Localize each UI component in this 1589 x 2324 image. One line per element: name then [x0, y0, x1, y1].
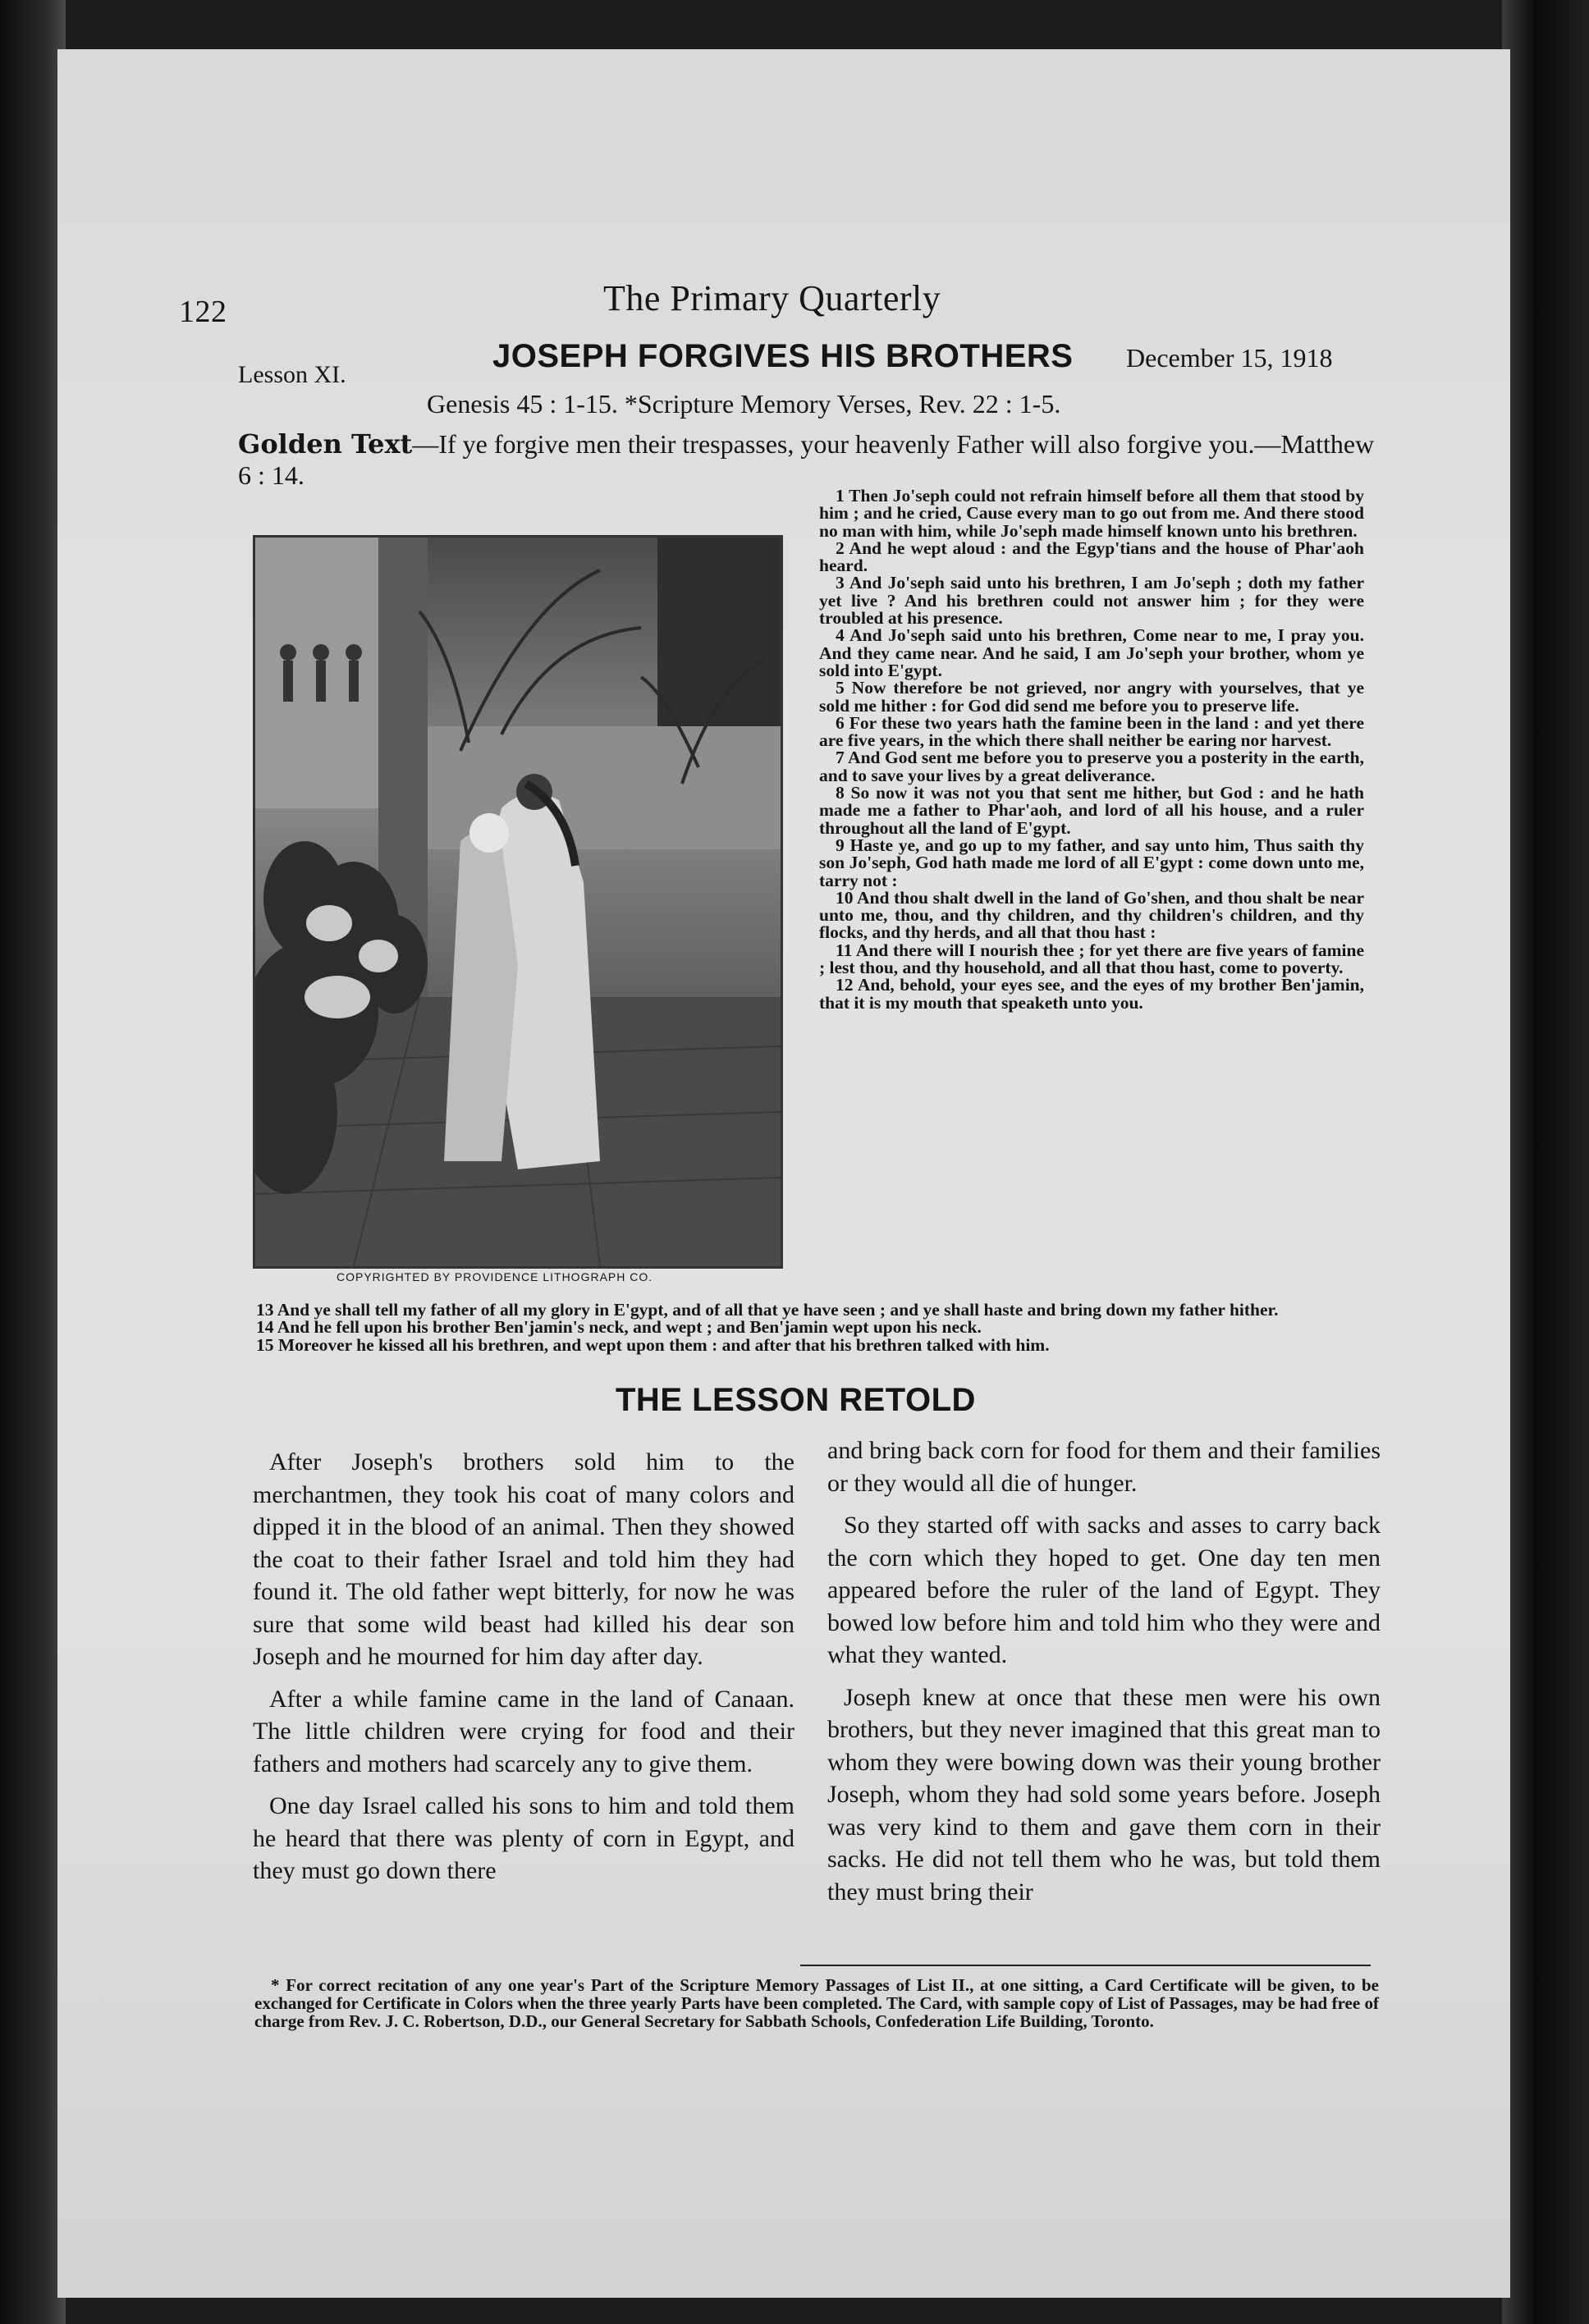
scripture-reference: Genesis 45 : 1-15. *Scripture Memory Verses, Rev. 22 : 1-5.: [427, 389, 1061, 419]
illustration-picture: [255, 538, 781, 1266]
verse: 14 And he fell upon his brother Ben'jamin's neck, and wept ; and Ben'jamin wept upon his neck.: [256, 1317, 982, 1338]
retold-column-right: [827, 1434, 1381, 1918]
verse: 13 And ye shall tell my father of all my glory in E'gypt, and of all that ye have seen ; and ye shall haste and bring down my father hither.: [256, 1300, 1279, 1320]
running-title: The Primary Quarterly: [603, 278, 941, 318]
scripture-verses: [819, 487, 1364, 1012]
footnote: [254, 1976, 1379, 2030]
paragraph: One day Israel called his sons to him and told them he heard that there was plenty of corn in Egypt, and they must go down there: [253, 1792, 794, 1884]
verse: 9 Haste ye, and go up to my father, and say unto him, Thus saith thy son Jo'seph, God hath made me lord of all E'gypt : come down unto me, tarry not :: [819, 835, 1364, 890]
retold-column-left: [253, 1446, 794, 1897]
verse: 3 And Jo'seph said unto his brethren, I am Jo'seph ; doth my father yet live ? And his brethren could not answer him ; for they were troubled at his presence.: [819, 573, 1364, 629]
lesson-illustration: [253, 535, 783, 1269]
verse: 7 And God sent me before you to preserve you a posterity in the earth, and to save your lives by a great deliverance.: [819, 748, 1364, 785]
footnote-divider: [800, 1965, 1371, 1966]
golden-text-body: —If ye forgive men their trespasses, your heavenly Father will also forgive you.—Matthew 6 : 14.: [238, 429, 1375, 490]
verse: 4 And Jo'seph said unto his brethren, Come near to me, I pray you. And they came near. And he said, I am Jo'seph your brother, whom ye sold into E'gypt.: [819, 625, 1364, 680]
lesson-label: Lesson XI.: [238, 361, 346, 388]
golden-text-label: Golden Text: [238, 428, 413, 460]
verse: 12 And, behold, your eyes see, and the eyes of my brother Ben'jamin, that it is my mouth that speaketh unto you.: [819, 975, 1364, 1013]
paragraph: Joseph knew at once that these men were his own brothers, but they never imagined that this great man to whom they were bowing down was their young brother Joseph, whom they had sold some years before. Joseph was very kind to them and gave them corn in their sacks. He did not tell them who he was, but told them they must bring their: [827, 1683, 1381, 1905]
paragraph: After Joseph's brothers sold him to the merchantmen, they took his coat of many colors and dipped it in the blood of an animal. Then they showed the coat to their father Israel and told him they had found it. The old father wept bitterly, for now he was sure that some wild beast had killed his dear son Joseph and he mourned for him day after day.: [253, 1448, 794, 1670]
binding-shadow-left: [0, 0, 66, 2324]
lesson-title: JOSEPH FORGIVES HIS BROTHERS: [492, 338, 1074, 374]
verse: 10 And thou shalt dwell in the land of Go'shen, and thou shalt be near unto me, thou, and thy children, and thy children's children, and thy flocks, and thy herds, and all that thou hast :: [819, 887, 1364, 943]
verse: 5 Now therefore be not grieved, nor angry with yourselves, that ye sold me hither : for God did send me before you to preserve life.: [819, 678, 1364, 716]
paragraph: After a while famine came in the land of Canaan. The little children were crying for food and their fathers and mothers had scarcely any to give them.: [253, 1685, 794, 1777]
verse: 8 So now it was not you that sent me hither, but God : and he hath made me a father to Phar'aoh, and lord of all his house, and a ruler throughout all the land of E'gypt.: [819, 783, 1364, 838]
verse: 2 And he wept aloud : and the Egyp'tians and the house of Phar'aoh heard.: [819, 538, 1364, 576]
paragraph: So they started off with sacks and asses to carry back the corn which they hoped to get. One day ten men appeared before the ruler of the land of Egypt. They bowed low before him and told him who they were and what they wanted.: [827, 1512, 1381, 1668]
page-number: 122: [179, 295, 227, 329]
verse: 1 Then Jo'seph could not refrain himself before all them that stood by him ; and he cried, Cause every man to go out from me. And there stood no man with him, while Jo'seph made himself known unto his brethren.: [819, 486, 1364, 541]
section-heading: THE LESSON RETOLD: [616, 1382, 976, 1418]
verse: 11 And there will I nourish thee ; for yet there are five years of famine ; lest thou, and thy household, and all that thou hast, come to poverty.: [819, 940, 1364, 978]
lesson-date: December 15, 1918: [1126, 343, 1333, 373]
binding-shadow-right: [1502, 0, 1589, 2324]
verse: 6 For these two years hath the famine been in the land : and yet there are five years, in the which there shall neither be earing nor harvest.: [819, 712, 1364, 751]
golden-text: [238, 428, 1387, 491]
footnote-text: * For correct recitation of any one year's Part of the Scripture Memory Passages of List II., at one sitting, a Card Certificate will be given, to be exchanged for Certificate in Colors when the three yearly Parts have been completed. The Card, with sample copy of List of Passages, may be had free of charge from Rev. J. C. Robertson, D.D., our General Secretary for Sabbath Schools, Confederation Life Building, Toronto.: [254, 1975, 1379, 2031]
illustration-credit: COPYRIGHTED BY PROVIDENCE LITHOGRAPH CO.: [337, 1270, 653, 1283]
scripture-verses-wide: [256, 1302, 1372, 1354]
verse: 15 Moreover he kissed all his brethren, and wept upon them : and after that his brethren talked with him.: [256, 1334, 1050, 1355]
paragraph-continuation: and bring back corn for food for them and their families or they would all die of hunger.: [827, 1437, 1381, 1497]
